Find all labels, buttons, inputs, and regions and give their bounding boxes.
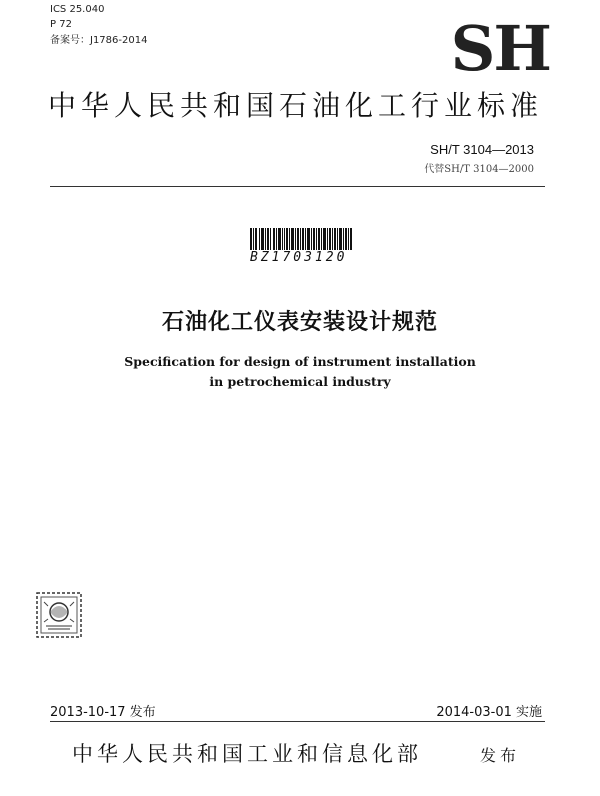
issuing-authority: 中华人民共和国工业和信息化部 <box>72 742 422 766</box>
standard-title: 中华人民共和国石油化工行业标准 <box>48 89 544 122</box>
english-title-line-2: in petrochemical industry <box>209 374 391 389</box>
barcode-image <box>250 228 352 250</box>
issue-date: 2013-10-17 发布 <box>50 705 156 720</box>
implementation-date: 2014-03-01 实施 <box>436 705 542 720</box>
seal-stamp-icon <box>36 592 82 638</box>
document-title: 石油化工仪表安装设计规范 <box>161 310 438 335</box>
issue-label: 发布 <box>480 746 521 765</box>
classification-code: P 72 <box>50 19 72 30</box>
top-divider <box>50 186 545 187</box>
ics-code: ICS 25.040 <box>50 4 105 15</box>
barcode-number: BZ1703120 <box>250 250 348 265</box>
replaces-note: 代替SH/T 3104—2000 <box>424 164 534 175</box>
english-title <box>0 352 600 392</box>
bottom-divider <box>50 721 545 722</box>
record-number: 备案号：J1786-2014 <box>50 35 148 46</box>
english-title-line-1: Specification for design of instrument installation <box>124 354 476 369</box>
sh-logo: SH <box>450 12 550 85</box>
standard-number: SH/T 3104—2013 <box>430 142 534 157</box>
